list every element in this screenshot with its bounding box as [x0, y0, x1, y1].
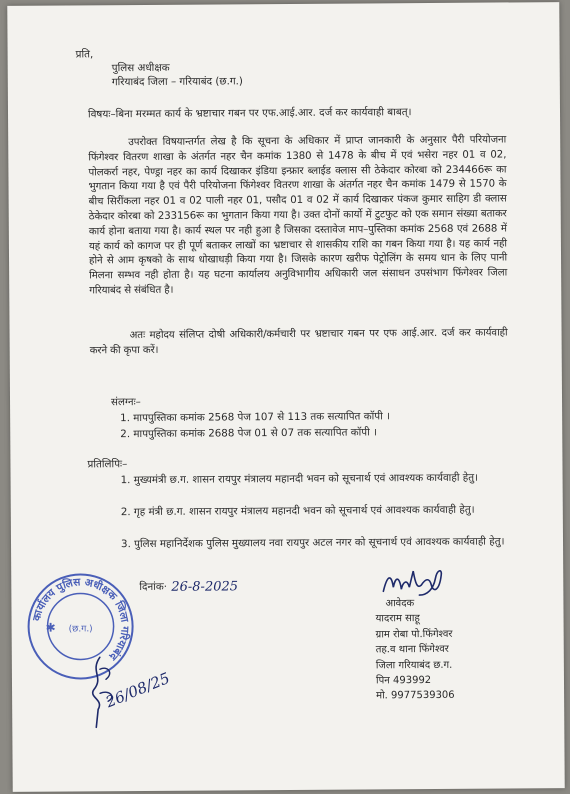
applicant-tehsil: तह.व थाना फिंगेश्वर [375, 644, 449, 656]
applicant-name: यादराम साहू [375, 613, 420, 625]
date-value: 26-8-2025 [171, 579, 239, 595]
applicant-pin: पिन 493992 [375, 675, 432, 687]
received-date: 26/08/25 [103, 668, 173, 712]
attachment-item: 1. मापपुस्तिका कमांक 2568 पेज 107 से 113 तक सत्यापित कॉपी । [120, 410, 390, 425]
date-label-text: दिनांक [139, 580, 164, 594]
recipient-prati: प्रति, [75, 48, 94, 61]
copy-item: 1. मुख्यमंत्री छ.ग. शासन रायपुर मंत्रालय महानदी भवन को सूचनार्थ एवं आवश्यक कार्यवाही हेतु। [120, 471, 479, 487]
applicant-block [375, 596, 454, 704]
date-label: दिनांक· [139, 580, 168, 594]
letter-request: अतः महोदय संलिप्त दोषी अधिकारी/कर्मचारी पर भ्रष्टाचार गबन पर एफ आई.आर. दर्ज कर कार्यवाही करने की कृपा करें। [89, 327, 508, 357]
attachment-item: 2. मापपुस्तिका कमांक 2688 पेज 01 से 07 तक सत्यापित कॉपी । [120, 426, 378, 441]
stamp-ring-text: कार्यालय पुलिस अधीक्षक जिला गरियाबंद [30, 576, 131, 663]
copy-item: 3. पुलिस महानिर्देशक पुलिस मुख्यालय नवा रायपुर अटल नगर को सूचनार्थ एवं आवश्यक कार्यवाही हेतु। [120, 535, 505, 551]
attachments-heading: संलग्नः– [110, 396, 141, 409]
subject-line: विषयः–बिना मरम्मत कार्य के भ्रष्टाचार गबन पर एफ.आई.आर. दर्ज कर कार्यवाही बाबत्। [87, 106, 412, 121]
letter-page [7, 2, 564, 792]
recipient-address: गरियाबंद जिला – गरियाबंद (छ.ग.) [111, 75, 243, 89]
copies-heading: प्रतिलिपिः– [87, 458, 128, 471]
applicant-label: आवेदक [385, 598, 415, 610]
copy-item: 2. गृह मंत्री छ.ग. शासन रायपुर मंत्रालय महानदी भवन को सूचनार्थ एवं आवश्यक कार्यवाही हेतु। [120, 503, 475, 519]
applicant-district: जिला गरियाबंद छ.ग. [375, 659, 453, 672]
recipient-title: पुलिस अधीक्षक [111, 61, 170, 75]
applicant-mobile: मो. 9977539306 [376, 690, 455, 702]
applicant-village: ग्राम रोबा पो.फिंगेश्वर [375, 628, 453, 641]
stamp-center-text: (छ.ग.) [68, 624, 93, 635]
stamp-star-icon: ✱ [45, 620, 56, 635]
letter-body: उपरोक्त विषयान्तर्गत लेख है कि सूचना के अधिकार में प्राप्त जानकारी के अनुसार पैरी परियोजना फिंगेश्वर वितरण शाखा के अंतर्गत नहर चैन कमांक 1380 से 1478 के बीच में एवं भसेरा नहर 01 व 02, पोलकर्रा नहर, पेण्ड्रा नहर का कार्य दिखाकर इंडिया इन्फ्रार ब्लाईड क्लास सी ठेकेदार कोरबा को 234466रू का भुगतान किया गया है एवं पैरी परियोजना फिंगेश्वर वितरण शाखा के अंतर्गत नहर चैन कमांक 1479 से 1570 के बीच सिरींकला नहर 01 व 02 पाली नहर 01, पसौद 01 व 02 में कार्य दिखाकर पंकज कुमार साहिग डी क्लास ठेकेदार कोरबा को 233156रू का भुगतान किया गया है। उक्त दोनों कार्यो में टुटफुट को एक समान संख्या बताकर कार्य होना बताया गया है। कार्य स्थल पर नही हुआ है जिसका दस्तावेज माप–पुस्तिका कमांक 2568 एवं 2688 में यहं कार्य को कागज पर ही पूर्ण बताकर लाखों का भ्रष्टाचार से शासकीय राशि का गबन किया गया है। यह कार्य नही होने से आम कृषको के साथ धोखाधड़ी किया गया है। जिसके कारण खरीफ पेट्रोलिंग के समय धान के लिए पानी मिलना सम्भव नही होता है। यह घटना कार्यालय अनुविभागीय अधिकारी जल संसाधन उपसंभाग फिंगेश्वर जिला गरियाबंद से संबंधित है। [88, 134, 508, 297]
